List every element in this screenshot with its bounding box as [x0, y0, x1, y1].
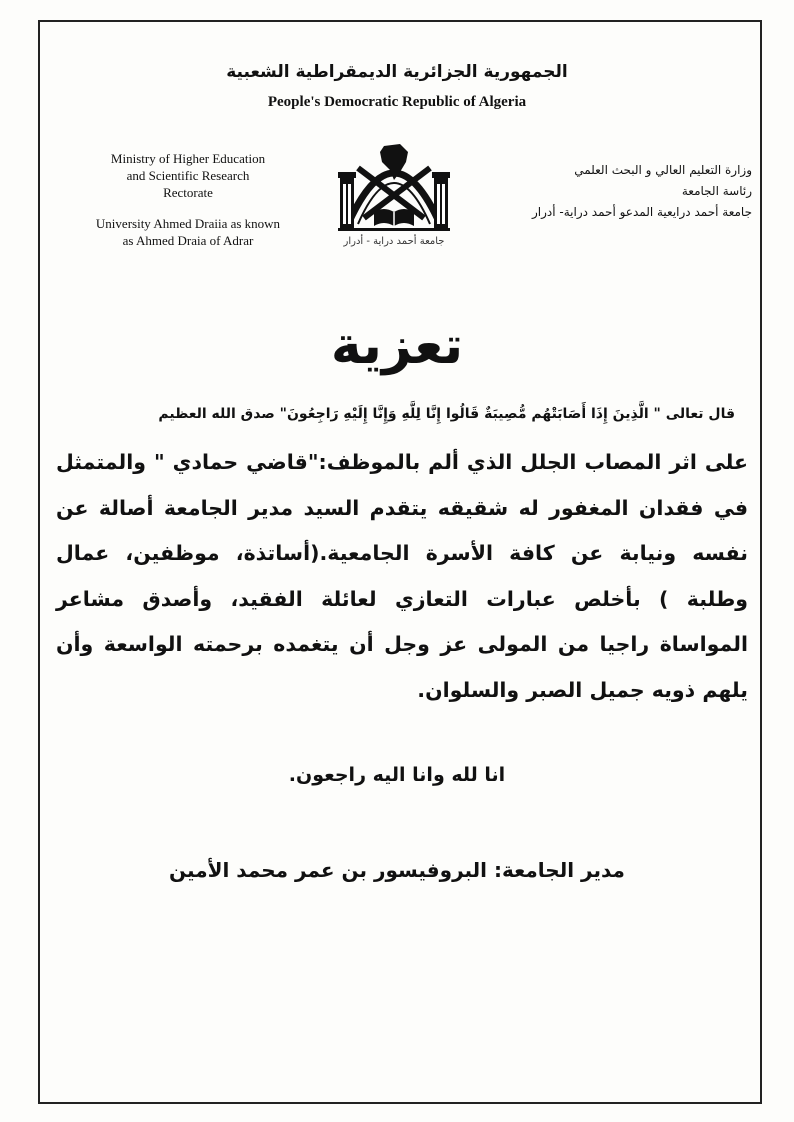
rectorate-label: Rectorate — [163, 185, 213, 200]
ministry-arabic: وزارة التعليم العالي و البحث العلمي — [574, 163, 752, 177]
closing-phrase: انا لله وانا اليه راجعون. — [288, 764, 506, 786]
rectorate-arabic: رئاسة الجامعة — [681, 184, 752, 198]
republic-name-english: People's Democratic Republic of Algeria — [267, 94, 527, 110]
emblem-caption: جامعة أحمد دراية - أدرار — [343, 236, 445, 247]
quran-verse: قال تعالى " الَّذِينَ إِذَا أَصَابَتْهُم مُّصِيبَةٌ قَالُوا إِنَّا لِلَّهِ وَإِنَّا إِلَيْهِ رَاجِعُونَ" صدق الله العظيم — [158, 406, 735, 422]
document-title: تعزية — [330, 316, 464, 376]
letterhead-left — [68, 150, 308, 249]
signature-line: مدير الجامعة: البروفيسور بن عمر محمد الأمين — [169, 858, 625, 882]
university-line-1: University Ahmed Draiia as known — [95, 216, 281, 231]
republic-name-arabic: الجمهورية الجزائرية الديمقراطية الشعبية — [226, 62, 568, 82]
university-emblem-icon — [328, 128, 460, 254]
condolence-body: على اثر المصاب الجلل الذي ألم بالموظف:"قاضي حمادي " والمتمثل في فقدان المغفور له شقيقه يتقدم السيد مدير الجامعة أصالة عن نفسه ونيابة عن كافة الأسرة الجامعية.(أساتذة، موظفين، عمال وطلبة ) بأخلص عبارات التعازي لعائلة الفقيد، وأصدق مشاعر المواساة راجيا من المولى عز وجل أن يتغمده برحمته الواسعة وأن يلهم ذويه جميل الصبر والسلوان. — [56, 450, 748, 702]
ministry-line-2: and Scientific Research — [126, 168, 250, 183]
university-line-2: as Ahmed Draia of Adrar — [122, 233, 254, 248]
ministry-line-1: Ministry of Higher Education — [110, 151, 266, 166]
university-arabic: جامعة أحمد درايعية المدعو أحمد دراية- أدرار — [531, 205, 752, 219]
letterhead-right — [490, 160, 752, 223]
